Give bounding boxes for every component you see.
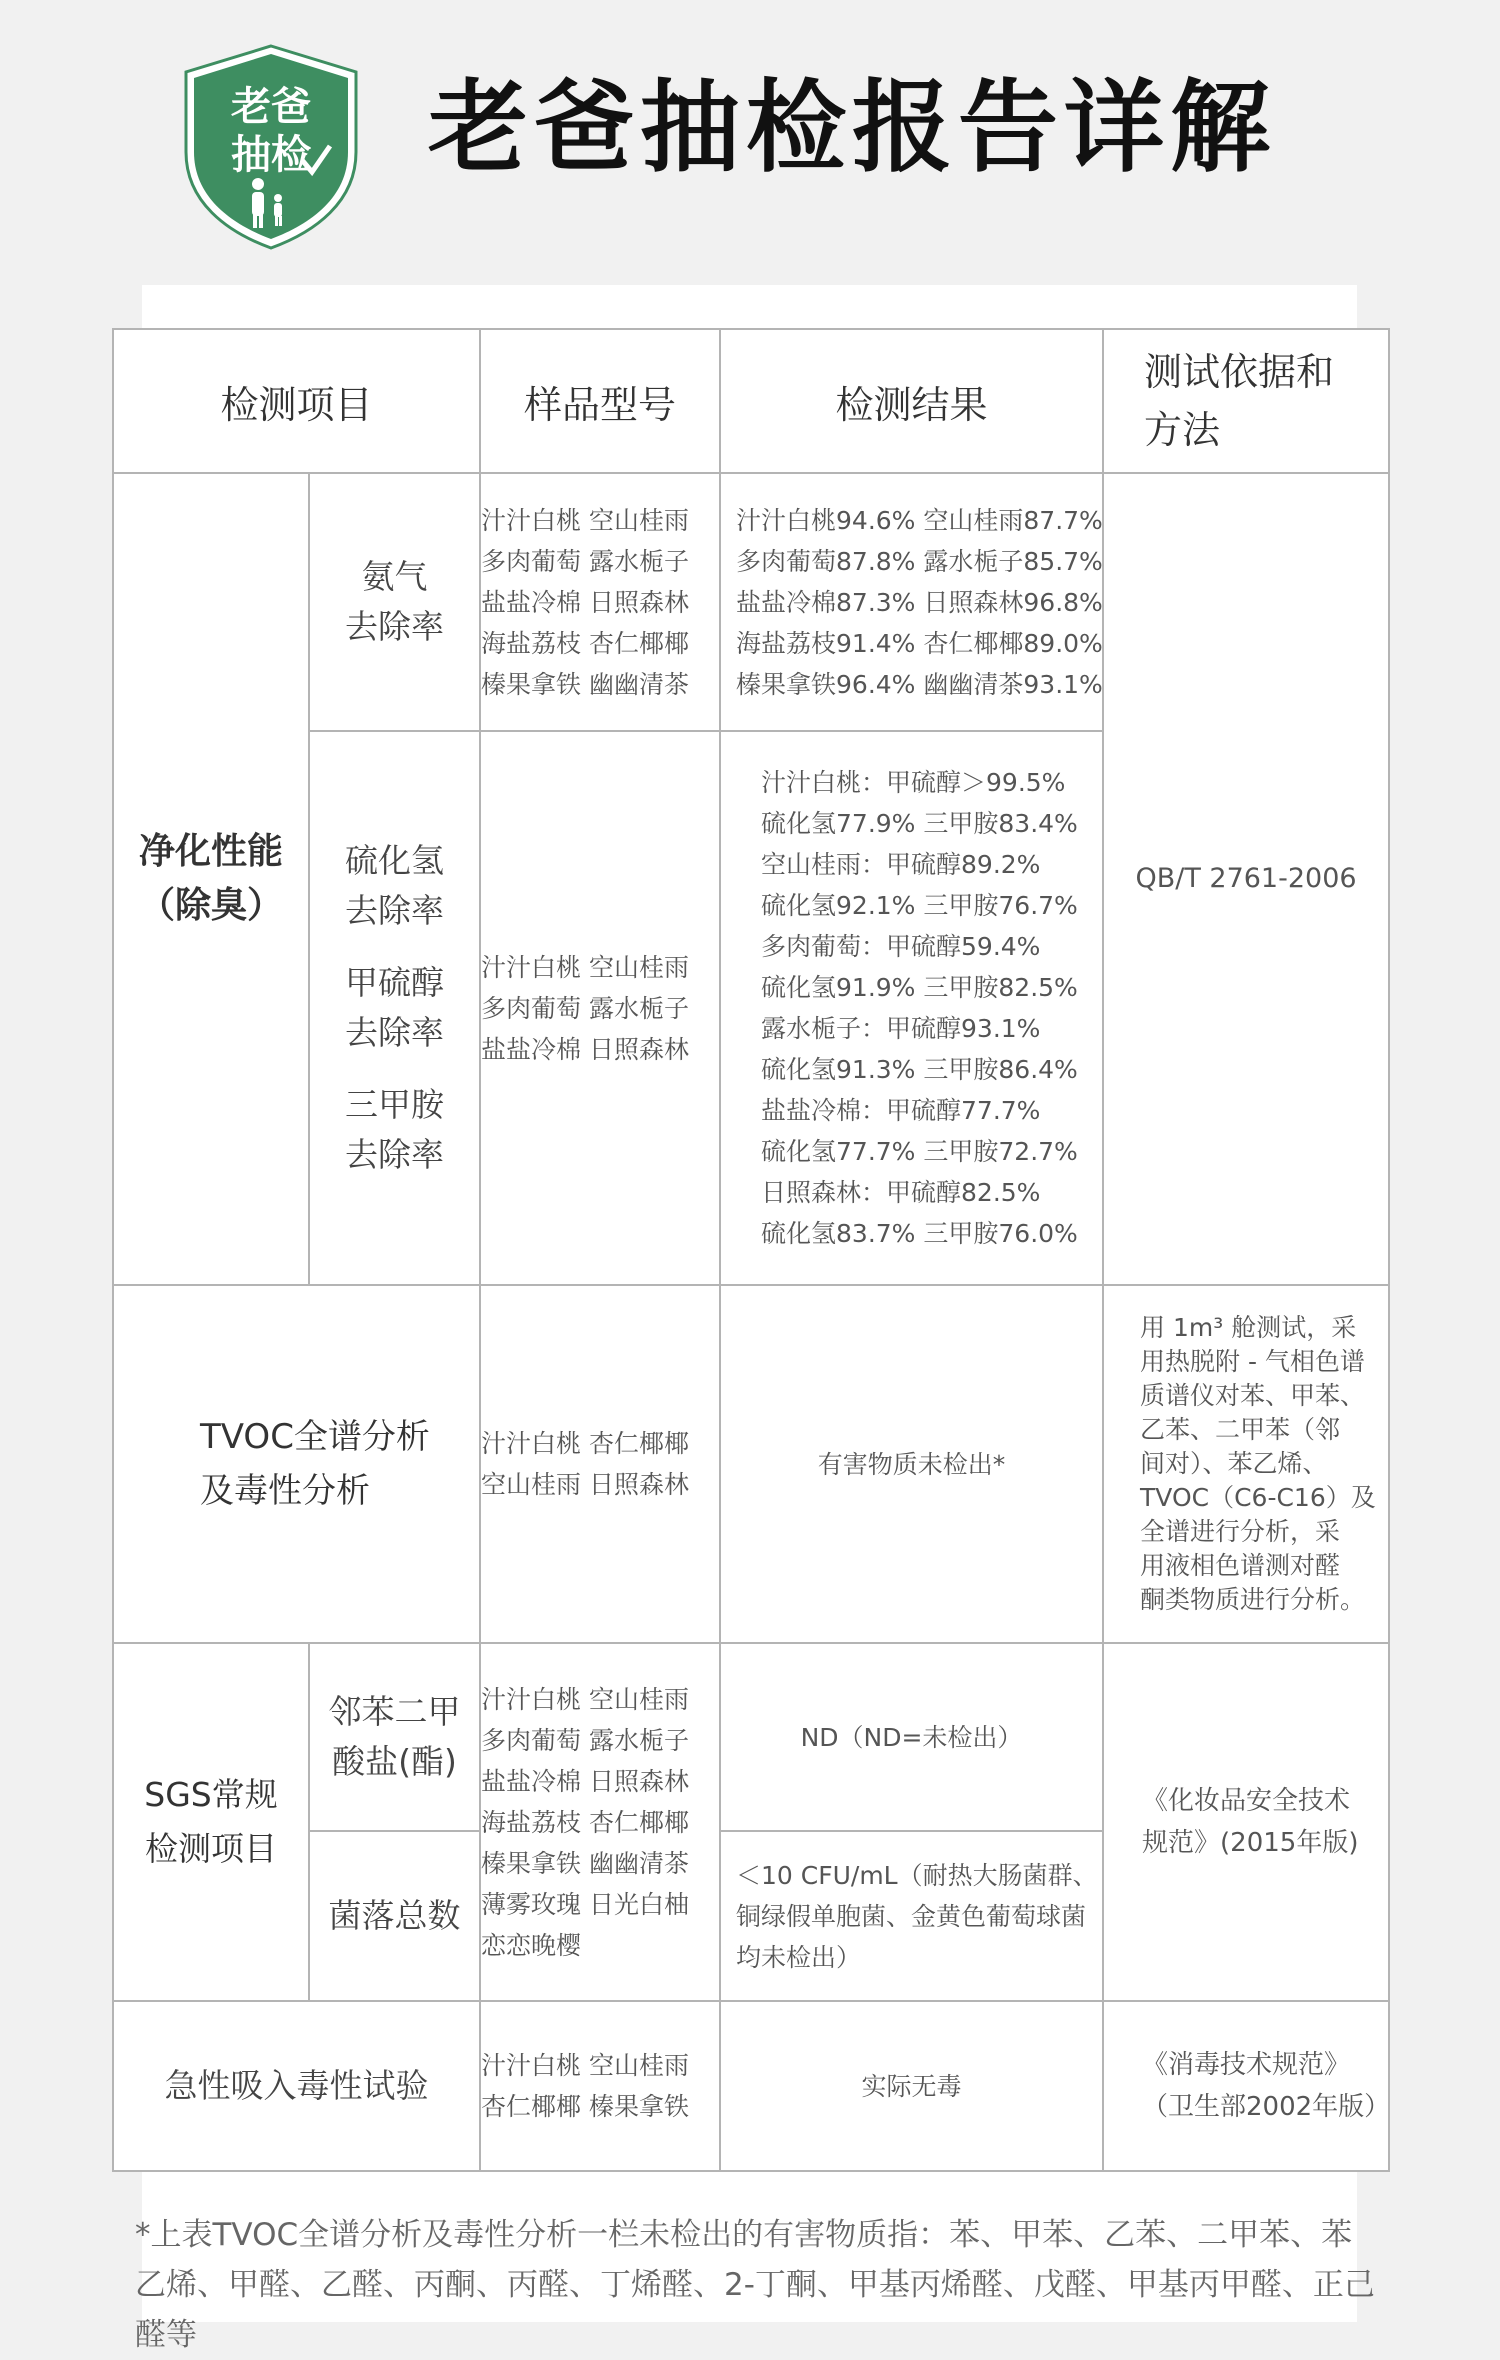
sample-line: 汁汁白桃 空山桂雨 [481,2051,689,2080]
category-sgs-line1: SGS常规 [144,1775,278,1814]
samples-acute [480,2001,720,2171]
table-row-phthalate [113,1643,1389,1831]
logo-line1: 老爸 [231,84,311,130]
method-line: 间对）、苯乙烯、 [1140,1449,1328,1478]
result-tvoc: 有害物质未检出* [720,1285,1103,1643]
method-line: 全谱进行分析，采 [1140,1517,1341,1546]
result-acute: 实际无毒 [720,2001,1103,2171]
header-method [1103,329,1389,473]
logo-line2: 抽检 [231,132,311,178]
result-line: 多肉葡萄：甲硫醇59.4% [761,932,1041,961]
result-line: 盐盐冷棉87.3% 日照森林96.8% [736,587,1103,617]
category-purify-line1: 净化性能 [138,831,283,872]
sample-line: 空山桂雨 日照森林 [481,1470,689,1499]
method-line: 规范》(2015年版) [1142,1828,1359,1858]
result-line: 汁汁白桃94.6% 空山桂雨87.7% [736,505,1103,535]
sample-line: 汁汁白桃 空山桂雨 [481,1684,689,1714]
sub-ammonia-line2: 去除率 [345,607,444,646]
method-line: 《化妆品安全技术 [1142,1786,1351,1816]
sub-trimethylamine [310,1080,479,1180]
method-sgs [1103,1643,1389,2001]
category-sgs [113,1643,309,2001]
logo-badge [180,42,362,252]
category-purify-line2: （除臭） [138,885,283,926]
method-line: （卫生部2002年版） [1142,2092,1391,2122]
sample-line: 汁汁白桃 空山桂雨 [481,505,689,535]
header-sample: 样品型号 [480,329,720,473]
sample-line: 多肉葡萄 露水栀子 [481,993,689,1023]
sub-h2s-line1: 硫化氢 [345,841,444,880]
method-purify: QB/T 2761-2006 [1103,473,1389,1285]
category-tvoc-line2: 及毒性分析 [200,1471,370,1511]
result-line: 硫化氢77.7% 三甲胺72.7% [761,1137,1078,1166]
category-tvoc [113,1285,480,1643]
samples-ammonia [480,473,720,731]
shield-icon [180,42,362,252]
category-acute: 急性吸入毒性试验 [113,2001,480,2171]
results-ammonia [720,473,1103,731]
sub-methanethiol-line1: 甲硫醇 [345,963,444,1002]
result-line: 日照森林：甲硫醇82.5% [761,1178,1041,1207]
sample-line: 海盐荔枝 杏仁椰椰 [481,1807,689,1837]
category-tvoc-line1: TVOC全谱分析 [200,1417,430,1457]
result-line: 硫化氢77.9% 三甲胺83.4% [761,809,1078,838]
method-line: TVOC（C6-C16）及 [1140,1483,1376,1512]
sub-ammonia [309,473,480,731]
results-sulfur [720,731,1103,1285]
category-sgs-line2: 检测项目 [145,1829,277,1868]
result-line: ＜10 CFU/mL（耐热大肠菌群、 [736,1860,1098,1890]
method-line: 质谱仪对苯、甲苯、 [1140,1381,1366,1410]
method-line: 用 1m³ 舱测试，采 [1140,1313,1357,1342]
sub-methanethiol-line2: 去除率 [345,1013,444,1052]
sample-line: 榛果拿铁 幽幽清茶 [481,1848,689,1878]
header-item: 检测项目 [113,329,480,473]
sub-ammonia-line1: 氨气 [361,557,428,596]
sample-line: 海盐荔枝 杏仁椰椰 [481,628,689,658]
result-line: 硫化氢83.7% 三甲胺76.0% [761,1219,1078,1248]
sample-line: 多肉葡萄 露水栀子 [481,1725,689,1755]
footnote: *上表TVOC全谱分析及毒性分析一栏未检出的有害物质指：苯、甲苯、乙苯、二甲苯、苯乙烯、甲醛、乙醛、丙酮、丙醛、丁烯醛、2-丁酮、甲基丙烯醛、戊醛、甲基丙甲醛、正己醛等 [135,2217,1375,2353]
table-row-ammonia [113,473,1389,731]
result-line: 汁汁白桃：甲硫醇＞99.5% [761,768,1066,797]
sub-methanethiol [310,958,479,1058]
sample-line: 盐盐冷棉 日照森林 [481,1034,689,1064]
sample-line: 盐盐冷棉 日照森林 [481,587,689,617]
result-line: 多肉葡萄87.8% 露水栀子85.7% [736,546,1103,576]
result-phthalate: ND（ND=未检出） [720,1643,1103,1831]
header-result: 检测结果 [720,329,1103,473]
result-line: 露水栀子：甲硫醇93.1% [761,1014,1041,1043]
page-title: 老爸抽检报告详解 [428,69,1276,186]
result-line: 硫化氢91.9% 三甲胺82.5% [761,973,1078,1002]
samples-sulfur [480,731,720,1285]
method-acute [1103,2001,1389,2171]
result-line: 海盐荔枝91.4% 杏仁椰椰89.0% [736,628,1103,658]
category-purify [113,473,309,1285]
result-colony [720,1831,1103,2001]
result-line: 盐盐冷棉：甲硫醇77.7% [761,1096,1041,1125]
sub-trimethylamine-line1: 三甲胺 [345,1085,444,1124]
sample-line: 汁汁白桃 杏仁椰椰 [481,1429,689,1458]
sample-line: 薄雾玫瑰 日光白柚 [481,1889,689,1919]
table-row-tvoc [113,1285,1389,1643]
table-row-acute [113,2001,1389,2171]
sample-line: 汁汁白桃 空山桂雨 [481,952,689,982]
sample-line: 多肉葡萄 露水栀子 [481,546,689,576]
sub-phthalate-line1: 邻苯二甲 [328,1692,461,1731]
sample-line: 盐盐冷棉 日照森林 [481,1766,689,1796]
result-line: 榛果拿铁96.4% 幽幽清茶93.1% [736,669,1103,699]
method-line: 《消毒技术规范》 [1142,2050,1351,2080]
report-table [112,328,1390,2172]
header-row [113,329,1389,473]
sample-line: 杏仁椰椰 榛果拿铁 [481,2092,689,2121]
sub-trimethylamine-line2: 去除率 [345,1135,444,1174]
result-line: 均未检出） [736,1942,862,1972]
method-line: 用热脱附 - 气相色谱 [1140,1347,1365,1376]
sub-sulfur [309,731,480,1285]
method-line: 酮类物质进行分析。 [1140,1585,1366,1614]
samples-tvoc [480,1285,720,1643]
sample-line: 恋恋晚樱 [481,1930,582,1960]
method-line: 用液相色谱测对醛 [1140,1551,1341,1580]
header-method-text: 测试依据和方法 [1144,350,1335,452]
sample-line: 榛果拿铁 幽幽清茶 [481,669,689,699]
header [0,0,1500,285]
result-line: 空山桂雨：甲硫醇89.2% [761,850,1041,879]
sub-phthalate [309,1643,480,1831]
result-line: 铜绿假单胞菌、金黄色葡萄球菌 [736,1901,1087,1931]
method-tvoc [1103,1285,1389,1643]
samples-sgs [480,1643,720,2001]
sub-phthalate-line2: 酸盐(酯) [332,1742,457,1781]
sub-colony: 菌落总数 [309,1831,480,2001]
sub-h2s-line2: 去除率 [345,891,444,930]
result-line: 硫化氢92.1% 三甲胺76.7% [761,891,1078,920]
method-line: 乙苯、二甲苯（邻 [1140,1415,1341,1444]
sub-h2s [310,836,479,936]
result-line: 硫化氢91.3% 三甲胺86.4% [761,1055,1078,1084]
